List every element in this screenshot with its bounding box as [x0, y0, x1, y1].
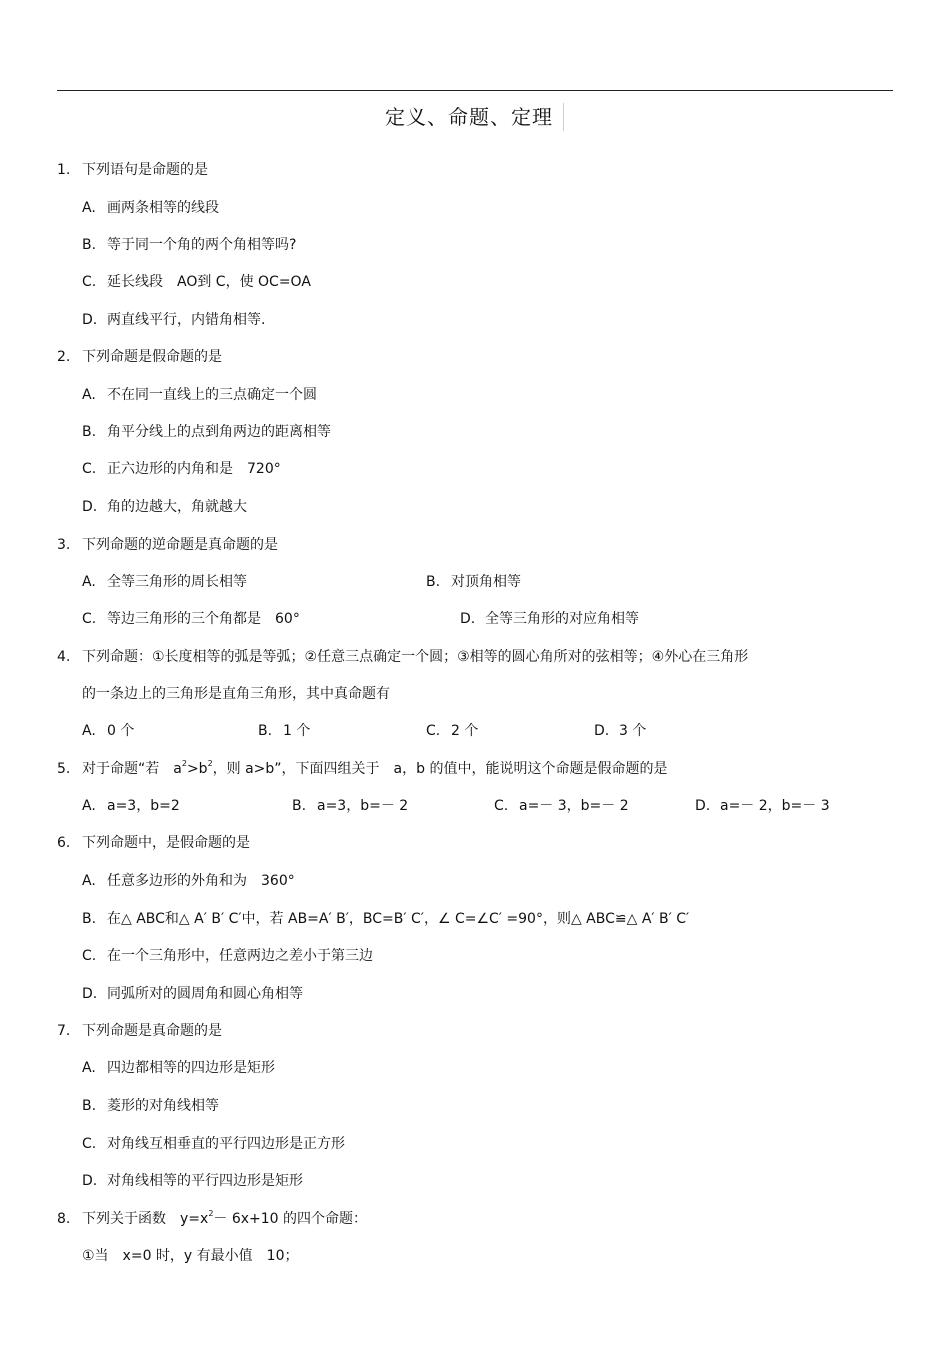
q8-item-1: ①当 x=0 时，y 有最小值 10； [82, 1248, 299, 1264]
q5-option-c: C. a=－ 3，b=－ 2 [494, 798, 629, 814]
question-7: 7. 下列命题是真命题的是 [57, 1023, 222, 1039]
q6-option-c: C. 在一个三角形中，任意两边之差小于第三边 [82, 948, 373, 964]
question-3: 3. 下列命题的逆命题是真命题的是 [57, 537, 278, 553]
question-number: 1. [57, 162, 71, 178]
q4-option-c: C. 2 个 [426, 723, 479, 739]
q2-option-d: D. 角的边越大，角就越大 [82, 499, 247, 515]
question-2: 2. 下列命题是假命题的是 [57, 349, 222, 365]
q6-option-d: D. 同弧所对的圆周角和圆心角相等 [82, 986, 303, 1002]
q7-option-a: A. 四边都相等的四边形是矩形 [82, 1060, 275, 1076]
question-6: 6. 下列命题中，是假命题的是 [57, 835, 250, 851]
question-1 [57, 161, 208, 179]
q6-option-a: A. 任意多边形的外角和为 360° [82, 873, 295, 889]
question-4-continued: 的一条边上的三角形是直角三角形，其中真命题有 [82, 686, 390, 702]
question-8: 8. 下列关于函数 $y=x^2- 6x+10$ 的四个命题： [57, 1209, 368, 1227]
q3-option-c: C. 等边三角形的三个角都是 60° [82, 611, 300, 627]
q1-option-a: A. 画两条相等的线段 [82, 200, 219, 216]
q7-option-b: B. 菱形的对角线相等 [82, 1098, 219, 1114]
q2-option-a: A. 不在同一直线上的三点确定一个圆 [82, 387, 317, 403]
header-rule [57, 90, 893, 91]
q1-option-c: C. 延长线段 AO到 C，使 OC=OA [82, 274, 311, 290]
question-5: 5. 对于命题“若 $a^2>b^2$，则 a>b”，下面四组关于 a，b 的值中，能说明这个命题是假命题的是 [57, 759, 668, 777]
q1-option-b: B. 等于同一个角的两个角相等吗? [82, 237, 297, 253]
q5-option-b: B. a=3，b=－ 2 [292, 798, 409, 814]
q4-option-a: A. 0 个 [82, 723, 135, 739]
q3-option-d: D. 全等三角形的对应角相等 [460, 611, 639, 627]
q6-option-b: B. 在△ ABC和△ A′ B′ C′中，若 AB=A′ B′，BC=B′ C′，∠ C=∠C′ =90°，则△ ABC≌△ A′ B′ C′ [82, 911, 690, 927]
q1-option-d: D. 两直线平行，内错角相等. [82, 312, 266, 328]
question-4: 4. 下列命题：①长度相等的弧是等弧；②任意三点确定一个圆；③相等的圆心角所对的弦相等；④外心在三角形 [57, 649, 749, 665]
question-stem: 下列语句是命题的是 [82, 162, 208, 178]
q3-option-a: A. 全等三角形的周长相等 [82, 574, 247, 590]
page-title: 定义、命题、定理 [385, 105, 553, 129]
q7-option-d: D. 对角线相等的平行四边形是矩形 [82, 1173, 303, 1189]
q2-option-c: C. 正六边形的内角和是 720° [82, 461, 281, 477]
q2-option-b: B. 角平分线上的点到角两边的距离相等 [82, 424, 331, 440]
q3-option-b: B. 对顶角相等 [426, 574, 521, 590]
q4-option-b: B. 1 个 [258, 723, 311, 739]
q5-option-d: D. a=－ 2，b=－ 3 [695, 798, 830, 814]
title-cursor-mark [563, 103, 564, 131]
q5-option-a: A. a=3，b=2 [82, 798, 180, 814]
q7-option-c: C. 对角线互相垂直的平行四边形是正方形 [82, 1136, 345, 1152]
q4-option-d: D. 3 个 [594, 723, 647, 739]
